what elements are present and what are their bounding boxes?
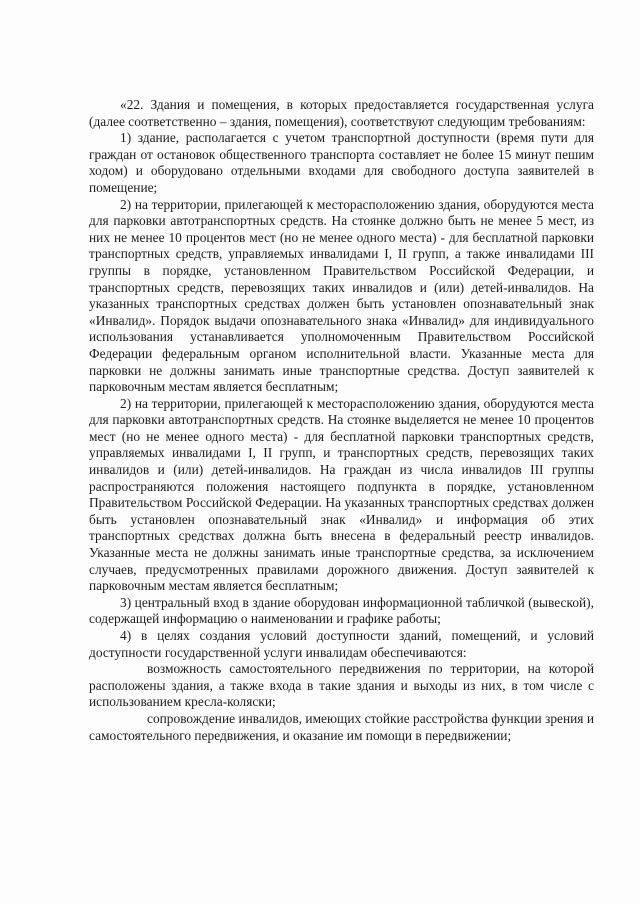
paragraph-item-3: 3) центральный вход в здание оборудован информационной табличкой (вывеской), содержащей информацию о наименовании и графике работы; <box>89 594 594 627</box>
document-body <box>89 97 594 744</box>
paragraph-item-4: 4) в целях создания условий доступности зданий, помещений, и условий доступности государственной услуги инвалидам обеспечиваются: <box>89 628 594 660</box>
paragraph-item-2-second: 2) на территории, прилегающей к месторасположению здания, оборудуются места для парковки автотранспортных средств. На стоянке выделяется не менее 10 процентов мест (но не менее одного места) - для бесплатной парковки транспортных средств, управляемых инвалидами I, II групп, и транспортных средств, перевозящих таких инвалидов и (или) детей-инвалидов. На граждан из числа инвалидов III группы распространяются положения настоящего подпункта в порядке, установленном Правительством Российской Федерации. На указанных транспортных средствах должен быть установлен опознавательный знак «Инвалид» и информация об этих транспортных средствах должна быть внесена в федеральный реестр инвалидов. Указанные места не должны занимать иные транспортные средства, за исключением случаев, предусмотренных правилами дорожного движения. Доступ заявителей к парковочным местам является бесплатным; <box>89 395 594 594</box>
paragraph-item-1: 1) здание, располагается с учетом транспортной доступности (время пути для граждан от остановок общественного транспорта составляет не более 15 минут пешим ходом) и оборудовано отдельными входами для свободного доступа заявителей в помещение; <box>89 130 594 195</box>
paragraph-item-2-first: 2) на территории, прилегающей к месторасположению здания, оборудуются места для парковки автотранспортных средств. На стоянке должно быть не менее 5 мест, из них не менее 10 процентов мест (но не менее одного места) - для бесплатной парковки транспортных средств, управляемых инвалидами I, II групп, а также инвалидами III группы в порядке, установленном Правительством Российской Федерации, и транспортных средств, перевозящих таких инвалидов и (или) детей-инвалидов. На указанных транспортных средствах должен быть установлен опознавательный знак «Инвалид». Порядок выдачи опознавательного знака «Инвалид» для индивидуального использования устанавливается уполномоченным Правительством Российской Федерации федеральным органом исполнительной власти. Указанные места для парковки не должны занимать иные транспортные средства. Доступ заявителей к парковочным местам является бесплатным; <box>89 196 594 395</box>
paragraph-subitem-mobility: возможность самостоятельного передвижения по территории, на которой расположены здания, а также входа в такие здания и выходы из них, в том числе с использованием кресла-коляски; <box>89 661 594 710</box>
paragraph-subitem-escort: сопровождение инвалидов, имеющих стойкие расстройства функции зрения и самостоятельного передвижения, и оказание им помощи в передвижении; <box>89 710 594 743</box>
paragraph-intro: «22. Здания и помещения, в которых предоставляется государственная услуга (далее соответственно – здания, помещения), соответствуют следующим требованиям: <box>89 97 594 129</box>
